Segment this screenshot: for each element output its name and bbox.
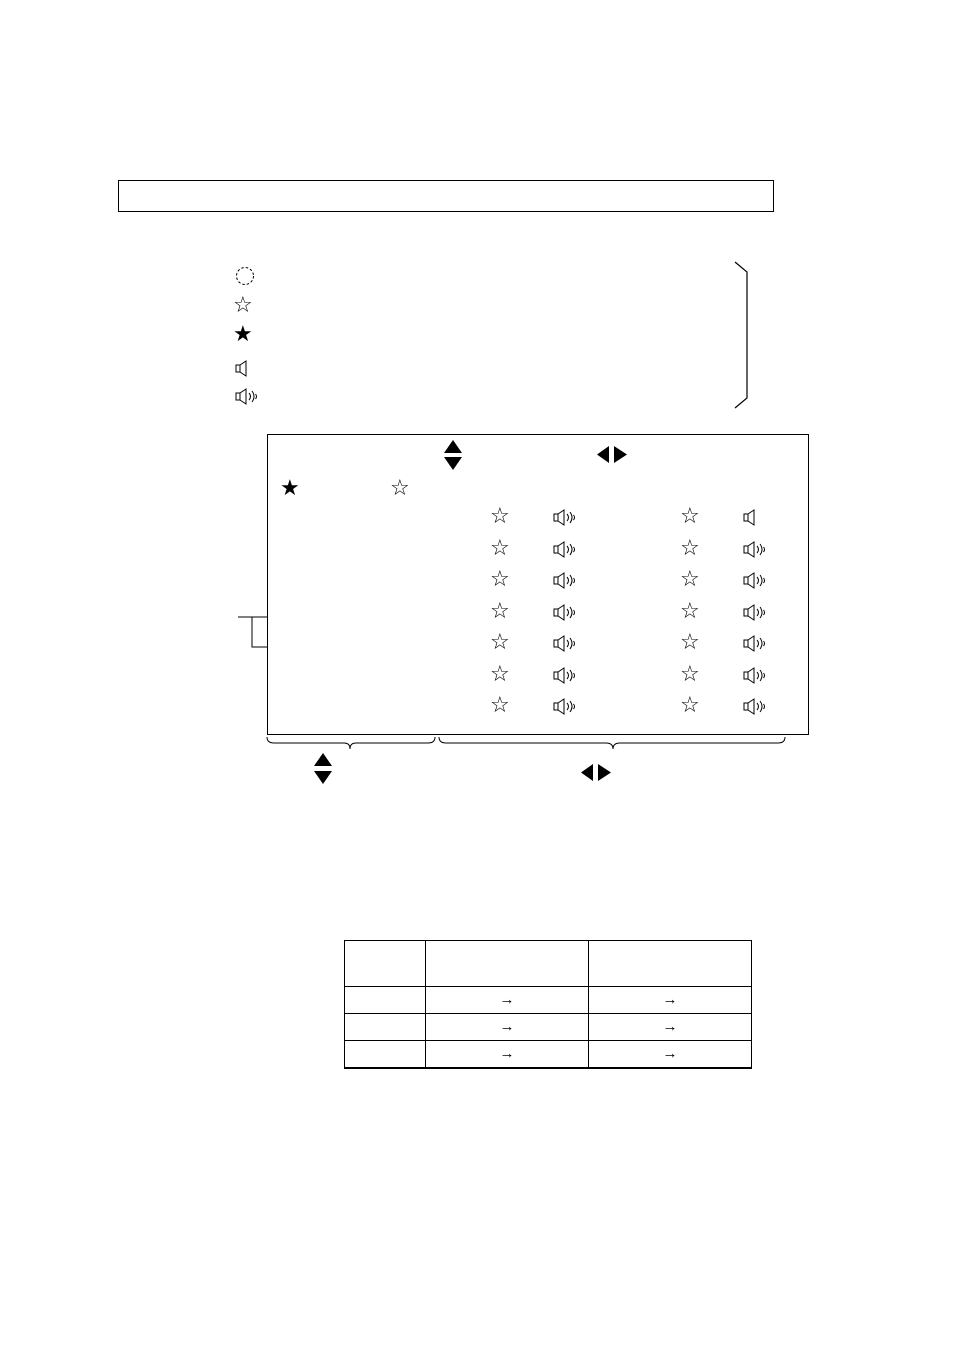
speaker-on-icon [553,698,581,716]
dashed-circle-icon [235,266,255,286]
speaker-on-icon [553,604,581,622]
table-header-cell [589,941,752,987]
table-header-cell [426,941,589,987]
table-cell [345,1041,426,1069]
speaker-on-icon [553,541,581,559]
table-cell [345,987,426,1014]
unselected-star-icon: ☆ [390,476,410,501]
left-right-arrows-icon [580,764,614,782]
panel-row-star-b: ☆ [680,630,700,655]
speaker-on-icon [743,698,771,716]
speaker-off-icon [235,360,251,378]
panel-row-star-a: ☆ [490,567,510,592]
title-box [118,180,774,212]
panel-row-star-b: ☆ [680,504,700,529]
speaker-on-icon [235,388,263,406]
up-down-arrows-icon [443,440,463,471]
speaker-on-icon [743,604,771,622]
table-header-row [345,941,752,987]
table-cell: → [426,1014,589,1041]
table-cell: → [426,987,589,1014]
up-down-arrows-icon [313,753,333,785]
panel-row-star-b: ☆ [680,599,700,624]
speaker-on-icon [553,635,581,653]
left-brace [266,736,438,754]
speaker-on-icon [743,635,771,653]
panel-row-star-b: ☆ [680,567,700,592]
panel-row-star-b: ☆ [680,536,700,561]
panel-row-star-a: ☆ [490,504,510,529]
table-cell: → [589,987,752,1014]
table-row [345,1014,752,1041]
speaker-on-icon [553,509,581,527]
filled-star-icon: ★ [233,322,253,347]
speaker-off-icon [743,509,759,527]
settings-panel [267,434,809,735]
panel-row-star-a: ☆ [490,662,510,687]
selected-star-icon: ★ [280,476,300,501]
panel-row-star-b: ☆ [680,693,700,718]
panel-row-star-a: ☆ [490,599,510,624]
table-cell [345,1014,426,1041]
speaker-on-icon [743,541,771,559]
speaker-on-icon [553,572,581,590]
panel-row-star-a: ☆ [490,630,510,655]
speaker-on-icon [743,667,771,685]
table-cell: → [589,1014,752,1041]
table-cell: → [589,1041,752,1069]
table-row [345,987,752,1014]
table-header-cell [345,941,426,987]
open-star-icon: ☆ [233,293,253,318]
right-brace [438,736,788,754]
panel-row-star-a: ☆ [490,536,510,561]
table-cell: → [426,1041,589,1069]
panel-row-star-a: ☆ [490,693,510,718]
speaker-on-icon [553,667,581,685]
panel-row-star-b: ☆ [680,662,700,687]
transition-table [344,940,752,1069]
speaker-on-icon [743,572,771,590]
table-row [345,1041,752,1069]
side-connector [236,612,270,652]
left-right-arrows-icon [596,446,630,464]
legend-bracket [730,260,754,412]
